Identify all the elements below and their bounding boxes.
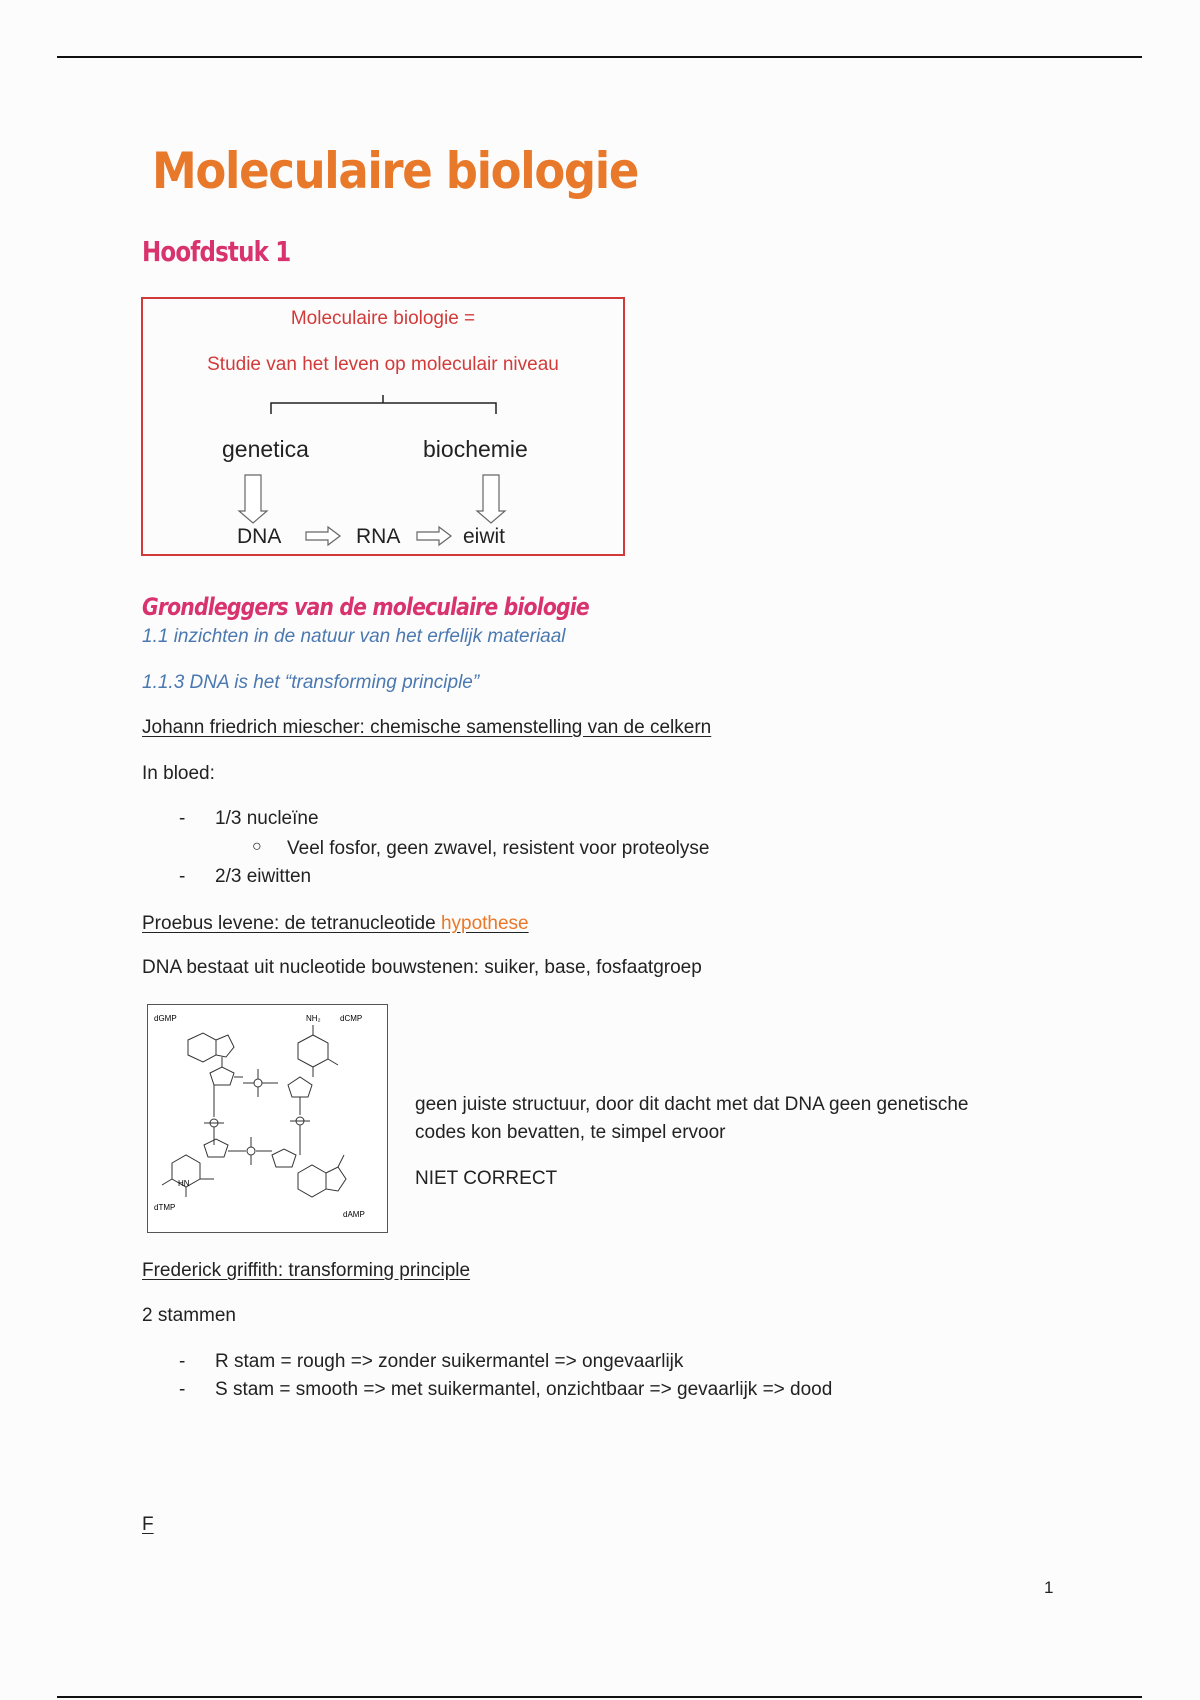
subsection-heading: 1.1.3 DNA is het “transforming principle” <box>142 672 480 693</box>
trailing-letter: F <box>142 1514 154 1535</box>
verdict-text: NIET CORRECT <box>415 1168 558 1189</box>
bullet-dash: - <box>179 1351 186 1372</box>
list-item: S stam = smooth => met suikermantel, onzichtbaar => gevaarlijk => dood <box>215 1379 833 1400</box>
levene-heading <box>142 913 529 935</box>
bullet-dash: - <box>179 866 186 887</box>
flow-rna: RNA <box>356 525 401 548</box>
molecule-structure-icon <box>148 1005 386 1231</box>
flow-dna: DNA <box>237 525 282 548</box>
definition-line-1: Moleculaire biologie = <box>290 308 476 329</box>
figure-caption-line: geen juiste structuur, door dit dacht met dat DNA geen genetische <box>415 1094 969 1115</box>
miescher-intro: In bloed: <box>142 763 215 784</box>
flow-eiwit: eiwit <box>463 525 506 548</box>
hypothese-highlight: hypothese <box>440 913 529 934</box>
griffith-intro: 2 stammen <box>142 1305 236 1326</box>
miescher-heading: Johann friedrich miescher: chemische samenstelling van de celkern <box>142 717 712 738</box>
document-title: Moleculaire biologie <box>152 142 638 200</box>
list-item: 2/3 eiwitten <box>215 866 312 887</box>
section-heading: Grondleggers van de moleculaire biologie <box>142 593 589 621</box>
bullet-circle-icon: ○ <box>252 838 262 855</box>
list-item: R stam = rough => zonder suikermantel => ongevaarlijk <box>215 1351 684 1372</box>
bullet-dash: - <box>179 808 186 829</box>
figure-caption-line: codes kon bevatten, te simpel ervoor <box>415 1122 726 1143</box>
label-dgmp: dGMP <box>154 1014 177 1023</box>
branch-genetica: genetica <box>222 436 309 462</box>
label-damp: dAMP <box>343 1210 365 1219</box>
levene-text: DNA bestaat uit nucleotide bouwstenen: suiker, base, fosfaatgroep <box>142 957 702 978</box>
definition-box <box>141 297 625 556</box>
label-dtmp: dTMP <box>154 1203 176 1212</box>
label-dcmp: dCMP <box>340 1014 363 1023</box>
list-item: 1/3 nucleïne <box>215 808 319 829</box>
list-item: Veel fosfor, geen zwavel, resistent voor proteolyse <box>287 838 710 859</box>
label-nh2: NH₂ <box>306 1014 321 1023</box>
bullet-dash: - <box>179 1379 186 1400</box>
top-rule <box>57 56 1142 58</box>
tetranucleotide-figure <box>147 1004 388 1233</box>
page-number: 1 <box>1044 1578 1054 1597</box>
branch-biochemie: biochemie <box>423 436 528 462</box>
bottom-rule <box>57 1696 1142 1698</box>
definition-diagram <box>143 299 623 554</box>
definition-line-2: Studie van het leven op moleculair niveau <box>207 354 559 375</box>
down-arrow-icon <box>239 475 267 523</box>
levene-heading-text: Proebus levene: de tetranucleotide <box>142 913 441 934</box>
down-arrow-icon <box>477 475 505 523</box>
bracket-icon <box>271 395 496 414</box>
chapter-heading: Hoofdstuk 1 <box>142 235 291 268</box>
right-arrow-icon <box>417 527 451 545</box>
subsection-heading: 1.1 inzichten in de natuur van het erfelijk materiaal <box>142 626 566 647</box>
label-hn: HN <box>178 1179 190 1188</box>
griffith-heading: Frederick griffith: transforming principle <box>142 1260 471 1281</box>
right-arrow-icon <box>306 527 340 545</box>
